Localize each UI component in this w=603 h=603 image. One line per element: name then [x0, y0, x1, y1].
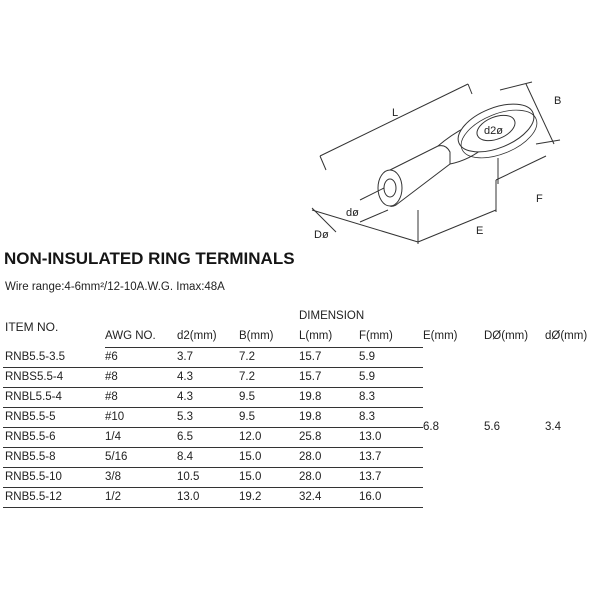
f-cell: 8.3 [359, 388, 423, 408]
l-cell: 32.4 [299, 488, 359, 508]
label-l: L [392, 107, 399, 119]
d2-cell: 5.3 [177, 408, 239, 428]
b-cell: 9.5 [239, 388, 299, 408]
f-cell: 5.9 [359, 368, 423, 388]
f-cell: 5.9 [359, 348, 423, 368]
d2-cell: 4.3 [177, 388, 239, 408]
awg-cell: #8 [105, 368, 177, 388]
label-d2: d2ø [484, 125, 503, 137]
label-f: F [536, 193, 543, 205]
b-cell: 7.2 [239, 368, 299, 388]
col-header-big-d: DØ(mm) [484, 330, 529, 343]
item-cell: RNB5.5-5 [3, 408, 105, 428]
l-cell: 15.7 [299, 368, 359, 388]
col-header-l: L(mm) [299, 325, 359, 348]
f-cell: 13.7 [359, 448, 423, 468]
item-cell: RNB5.5-3.5 [3, 348, 105, 368]
d2-cell: 13.0 [177, 488, 239, 508]
f-cell: 8.3 [359, 408, 423, 428]
f-cell: 16.0 [359, 488, 423, 508]
l-cell: 15.7 [299, 348, 359, 368]
awg-cell: 3/8 [105, 468, 177, 488]
col-header-item: ITEM NO. [5, 319, 59, 334]
l-cell: 28.0 [299, 448, 359, 468]
col-header-small-d: dØ(mm) [545, 330, 588, 343]
b-cell: 15.0 [239, 468, 299, 488]
dimension-header: DIMENSION [299, 310, 365, 322]
awg-cell: 5/16 [105, 448, 177, 468]
label-e: E [476, 225, 484, 237]
item-cell: RNBL5.5-4 [3, 388, 105, 408]
awg-cell: #6 [105, 348, 177, 368]
b-cell: 9.5 [239, 408, 299, 428]
item-cell: RNB5.5-12 [3, 488, 105, 508]
label-d: dø [346, 207, 359, 219]
l-cell: 19.8 [299, 388, 359, 408]
d2-cell: 6.5 [177, 428, 239, 448]
d2-cell: 10.5 [177, 468, 239, 488]
item-cell: RNB5.5-10 [3, 468, 105, 488]
label-big-d: Dø [314, 229, 329, 241]
b-cell: 19.2 [239, 488, 299, 508]
ring-terminal-diagram [300, 60, 600, 260]
b-cell: 7.2 [239, 348, 299, 368]
awg-cell: 1/4 [105, 428, 177, 448]
d2-cell: 4.3 [177, 368, 239, 388]
b-cell: 15.0 [239, 448, 299, 468]
page-title: NON-INSULATED RING TERMINALS [4, 249, 295, 268]
col-header-d2: d2(mm) [177, 325, 239, 348]
d2-cell: 3.7 [177, 348, 239, 368]
col-header-awg: AWG NO. [105, 325, 177, 348]
l-cell: 28.0 [299, 468, 359, 488]
awg-cell: #8 [105, 388, 177, 408]
item-cell: RNBS5.5-4 [3, 368, 105, 388]
col-header-e: E(mm) [423, 330, 458, 343]
col-header-b: B(mm) [239, 325, 299, 348]
ring-terminal-drawing [300, 60, 600, 260]
f-cell: 13.7 [359, 468, 423, 488]
small-d-shared-cell: 3.4 [545, 421, 561, 433]
l-cell: 19.8 [299, 408, 359, 428]
label-b: B [554, 95, 562, 107]
col-header-f: F(mm) [359, 325, 423, 348]
awg-cell: 1/2 [105, 488, 177, 508]
b-cell: 12.0 [239, 428, 299, 448]
dimension-header-row [3, 307, 599, 325]
terminal-spec-table [3, 307, 599, 508]
wire-range-specs: Wire range:4-6mm²/12-10A.W.G. Imax:48A [5, 281, 225, 293]
l-cell: 25.8 [299, 428, 359, 448]
big-d-shared-cell: 5.6 [484, 421, 500, 433]
table-row [3, 348, 599, 368]
awg-cell: #10 [105, 408, 177, 428]
e-shared-cell: 6.8 [423, 421, 439, 433]
f-cell: 13.0 [359, 428, 423, 448]
item-cell: RNB5.5-8 [3, 448, 105, 468]
d2-cell: 8.4 [177, 448, 239, 468]
item-cell: RNB5.5-6 [3, 428, 105, 448]
